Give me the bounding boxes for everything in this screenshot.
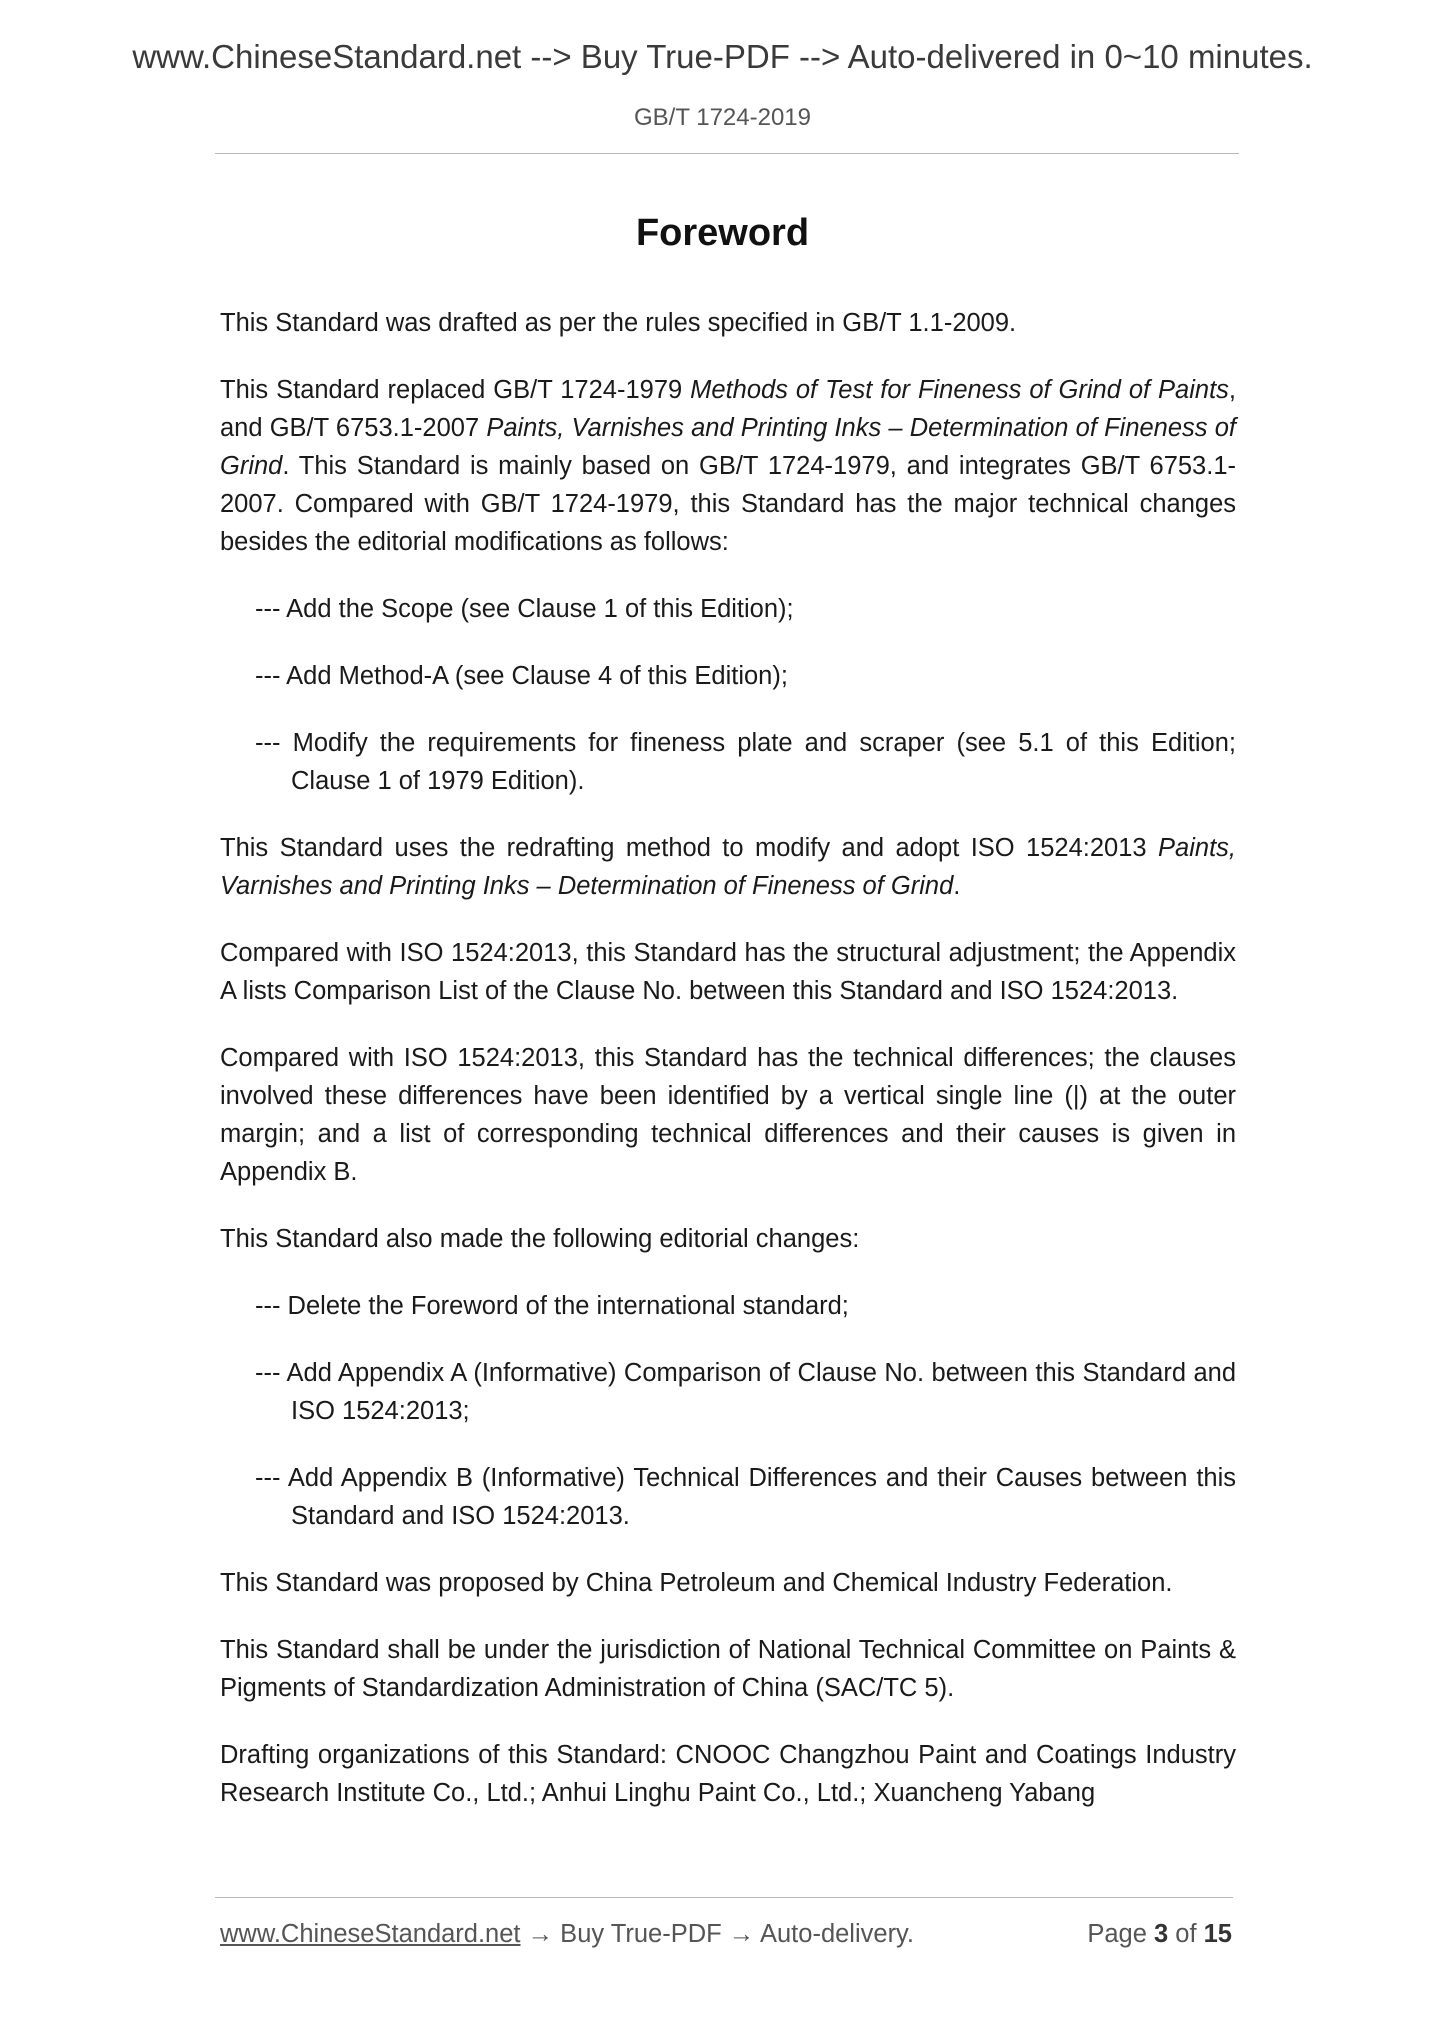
paragraph-proposed-by: This Standard was proposed by China Petroleum and Chemical Industry Federation.: [220, 1569, 1173, 1597]
header-divider: [215, 153, 1239, 154]
paragraph-structural: Compared with ISO 1524:2013, this Standard has the structural adjustment; the Appendix A lists Comparison List of the Clause No. between this Standard and ISO 1524:2013.: [220, 939, 1236, 1005]
paragraph-drafting-rules: This Standard was drafted as per the rules specified in GB/T 1.1-2009.: [220, 309, 1017, 337]
list-item: --- Delete the Foreword of the international standard;: [255, 1292, 849, 1320]
paragraph-editorial-intro: This Standard also made the following editorial changes:: [220, 1225, 860, 1253]
footer-promo: www.ChineseStandard.net → Buy True-PDF → Auto-delivery.: [220, 1920, 914, 1948]
list-item: --- Add Appendix B (Informative) Technical Differences and their Causes between this Standard and ISO 1524:2013.: [255, 1464, 1236, 1530]
site-banner: www.ChineseStandard.net --> Buy True-PDF --> Auto-delivered in 0~10 minutes.: [132, 38, 1313, 75]
site-link[interactable]: www.ChineseStandard.net: [220, 1920, 521, 1948]
paragraph-adoption: This Standard uses the redrafting method to modify and adopt ISO 1524:2013 Paints, Varnishes and Printing Inks – Determination of Fineness of Grind.: [220, 834, 1236, 900]
paragraph-drafting-orgs: Drafting organizations of this Standard: CNOOC Changzhou Paint and Coatings Industry Research Institute Co., Ltd.; Anhui Linghu Paint Co., Ltd.; Xuancheng Yabang: [220, 1741, 1236, 1807]
paragraph-jurisdiction: This Standard shall be under the jurisdiction of National Technical Committee on Paints & Pigments of Standardization Administration of China (SAC/TC 5).: [220, 1636, 1236, 1702]
document-id: GB/T 1724-2019: [633, 104, 811, 131]
page-number: Page 3 of 15: [1087, 1920, 1232, 1948]
paragraph-technical: Compared with ISO 1524:2013, this Standard has the technical differences; the clauses involved these differences have been identified by a vertical single line (|) at the outer margin; and a list of corresponding technical differences and their causes is given in Appendix B.: [220, 1044, 1236, 1186]
list-item: --- Add Appendix A (Informative) Comparison of Clause No. between this Standard and ISO 1524:2013;: [255, 1359, 1236, 1425]
paragraph-replacement: This Standard replaced GB/T 1724-1979 Methods of Test for Fineness of Grind of Paints, and GB/T 6753.1-2007 Paints, Varnishes and Printing Inks – Determination of Fineness of Grind. This Standard is mainly based on GB/T 1724-1979, and integrates GB/T 6753.1-2007. Compared with GB/T 1724-1979, this Standard has the major technical changes besides the editorial modifications as follows:: [220, 376, 1236, 556]
list-item: --- Modify the requirements for fineness plate and scraper (see 5.1 of this Edition; Clause 1 of 1979 Edition).: [255, 729, 1236, 795]
cited-title: Paints, Varnishes and Printing Inks – Determination of Fineness of Grind: [220, 834, 1236, 900]
page-title: Foreword: [635, 212, 810, 254]
cited-title: Methods of Test for Fineness of Grind of Paints: [690, 376, 1229, 404]
cited-title: Paints, Varnishes and Printing Inks – Determination of Fineness of Grind: [220, 414, 1236, 480]
footer-divider: [215, 1897, 1233, 1898]
foreword-body: [220, 304, 1236, 1841]
list-item: --- Add Method-A (see Clause 4 of this Edition);: [255, 662, 788, 690]
list-item: --- Add the Scope (see Clause 1 of this Edition);: [255, 595, 794, 623]
